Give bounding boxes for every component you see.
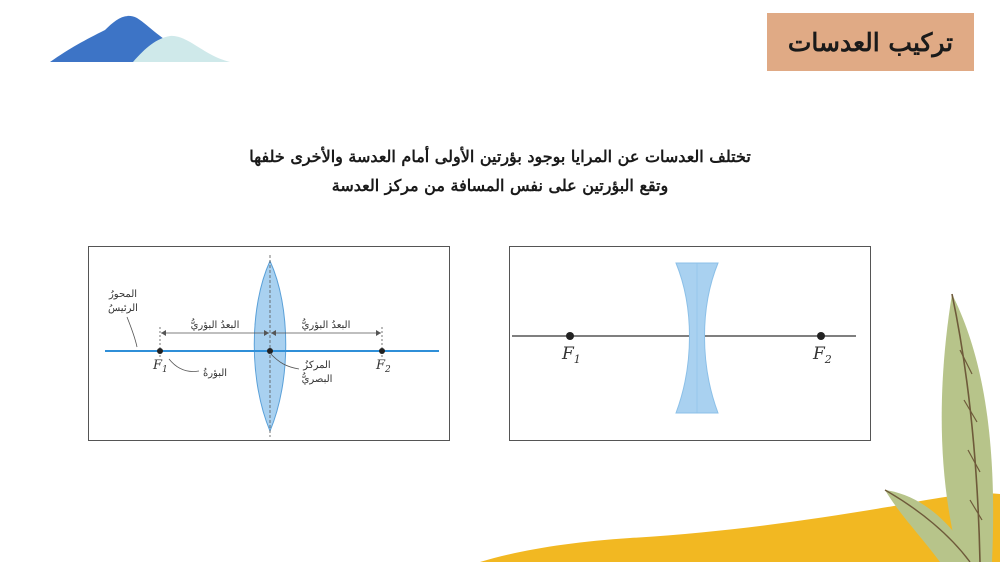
principal-axis-label-line-1: المحورُ [108, 289, 138, 300]
convex-f1-letter: F [153, 358, 163, 373]
convex-lens-diagram [88, 246, 450, 441]
description-line-1: تختلف العدسات عن المرايا بوجود بؤرتين الأولى أمام العدسة والأخرى خلفها [249, 147, 751, 166]
concave-f1-subscript: 1 [573, 353, 581, 366]
convex-f2-letter: F [376, 358, 386, 373]
concave-f1-letter: F [562, 344, 574, 364]
leaf-decoration [880, 290, 1000, 562]
slide-description [150, 142, 850, 200]
convex-f1-label [152, 358, 168, 375]
optical-center-label-line-2: البصريُّ [301, 374, 333, 385]
slide-title-box [767, 13, 974, 71]
convex-f2-label [375, 358, 391, 375]
concave-f2-letter: F [813, 344, 825, 364]
concave-f1-label [561, 344, 581, 366]
concave-focus-point-f1 [566, 332, 574, 340]
description-line-2: وتقع البؤرتين على نفس المسافة من مركز العدسة [331, 176, 669, 195]
focus-point-f2 [379, 348, 385, 354]
concave-lens-diagram [509, 246, 871, 441]
focus-point-f1 [157, 348, 163, 354]
optical-center-label-line-1: المركزُ [303, 360, 331, 371]
focal-length-left-label: البعدُ البؤريُّ [190, 320, 240, 331]
concave-focus-point-f2 [817, 332, 825, 340]
convex-f2-subscript: 2 [385, 365, 391, 375]
principal-axis-label-line-2: الرئيسُ [108, 303, 138, 314]
convex-f1-subscript: 1 [162, 365, 168, 375]
concave-f2-label [812, 344, 832, 366]
focus-label: البؤرةُ [202, 368, 228, 379]
slide-title: تركيب العدسات [787, 27, 954, 57]
focal-length-right-label: البعدُ البؤريُّ [301, 320, 351, 331]
concave-f2-subscript: 2 [824, 353, 832, 366]
mountain-decoration [45, 8, 235, 68]
